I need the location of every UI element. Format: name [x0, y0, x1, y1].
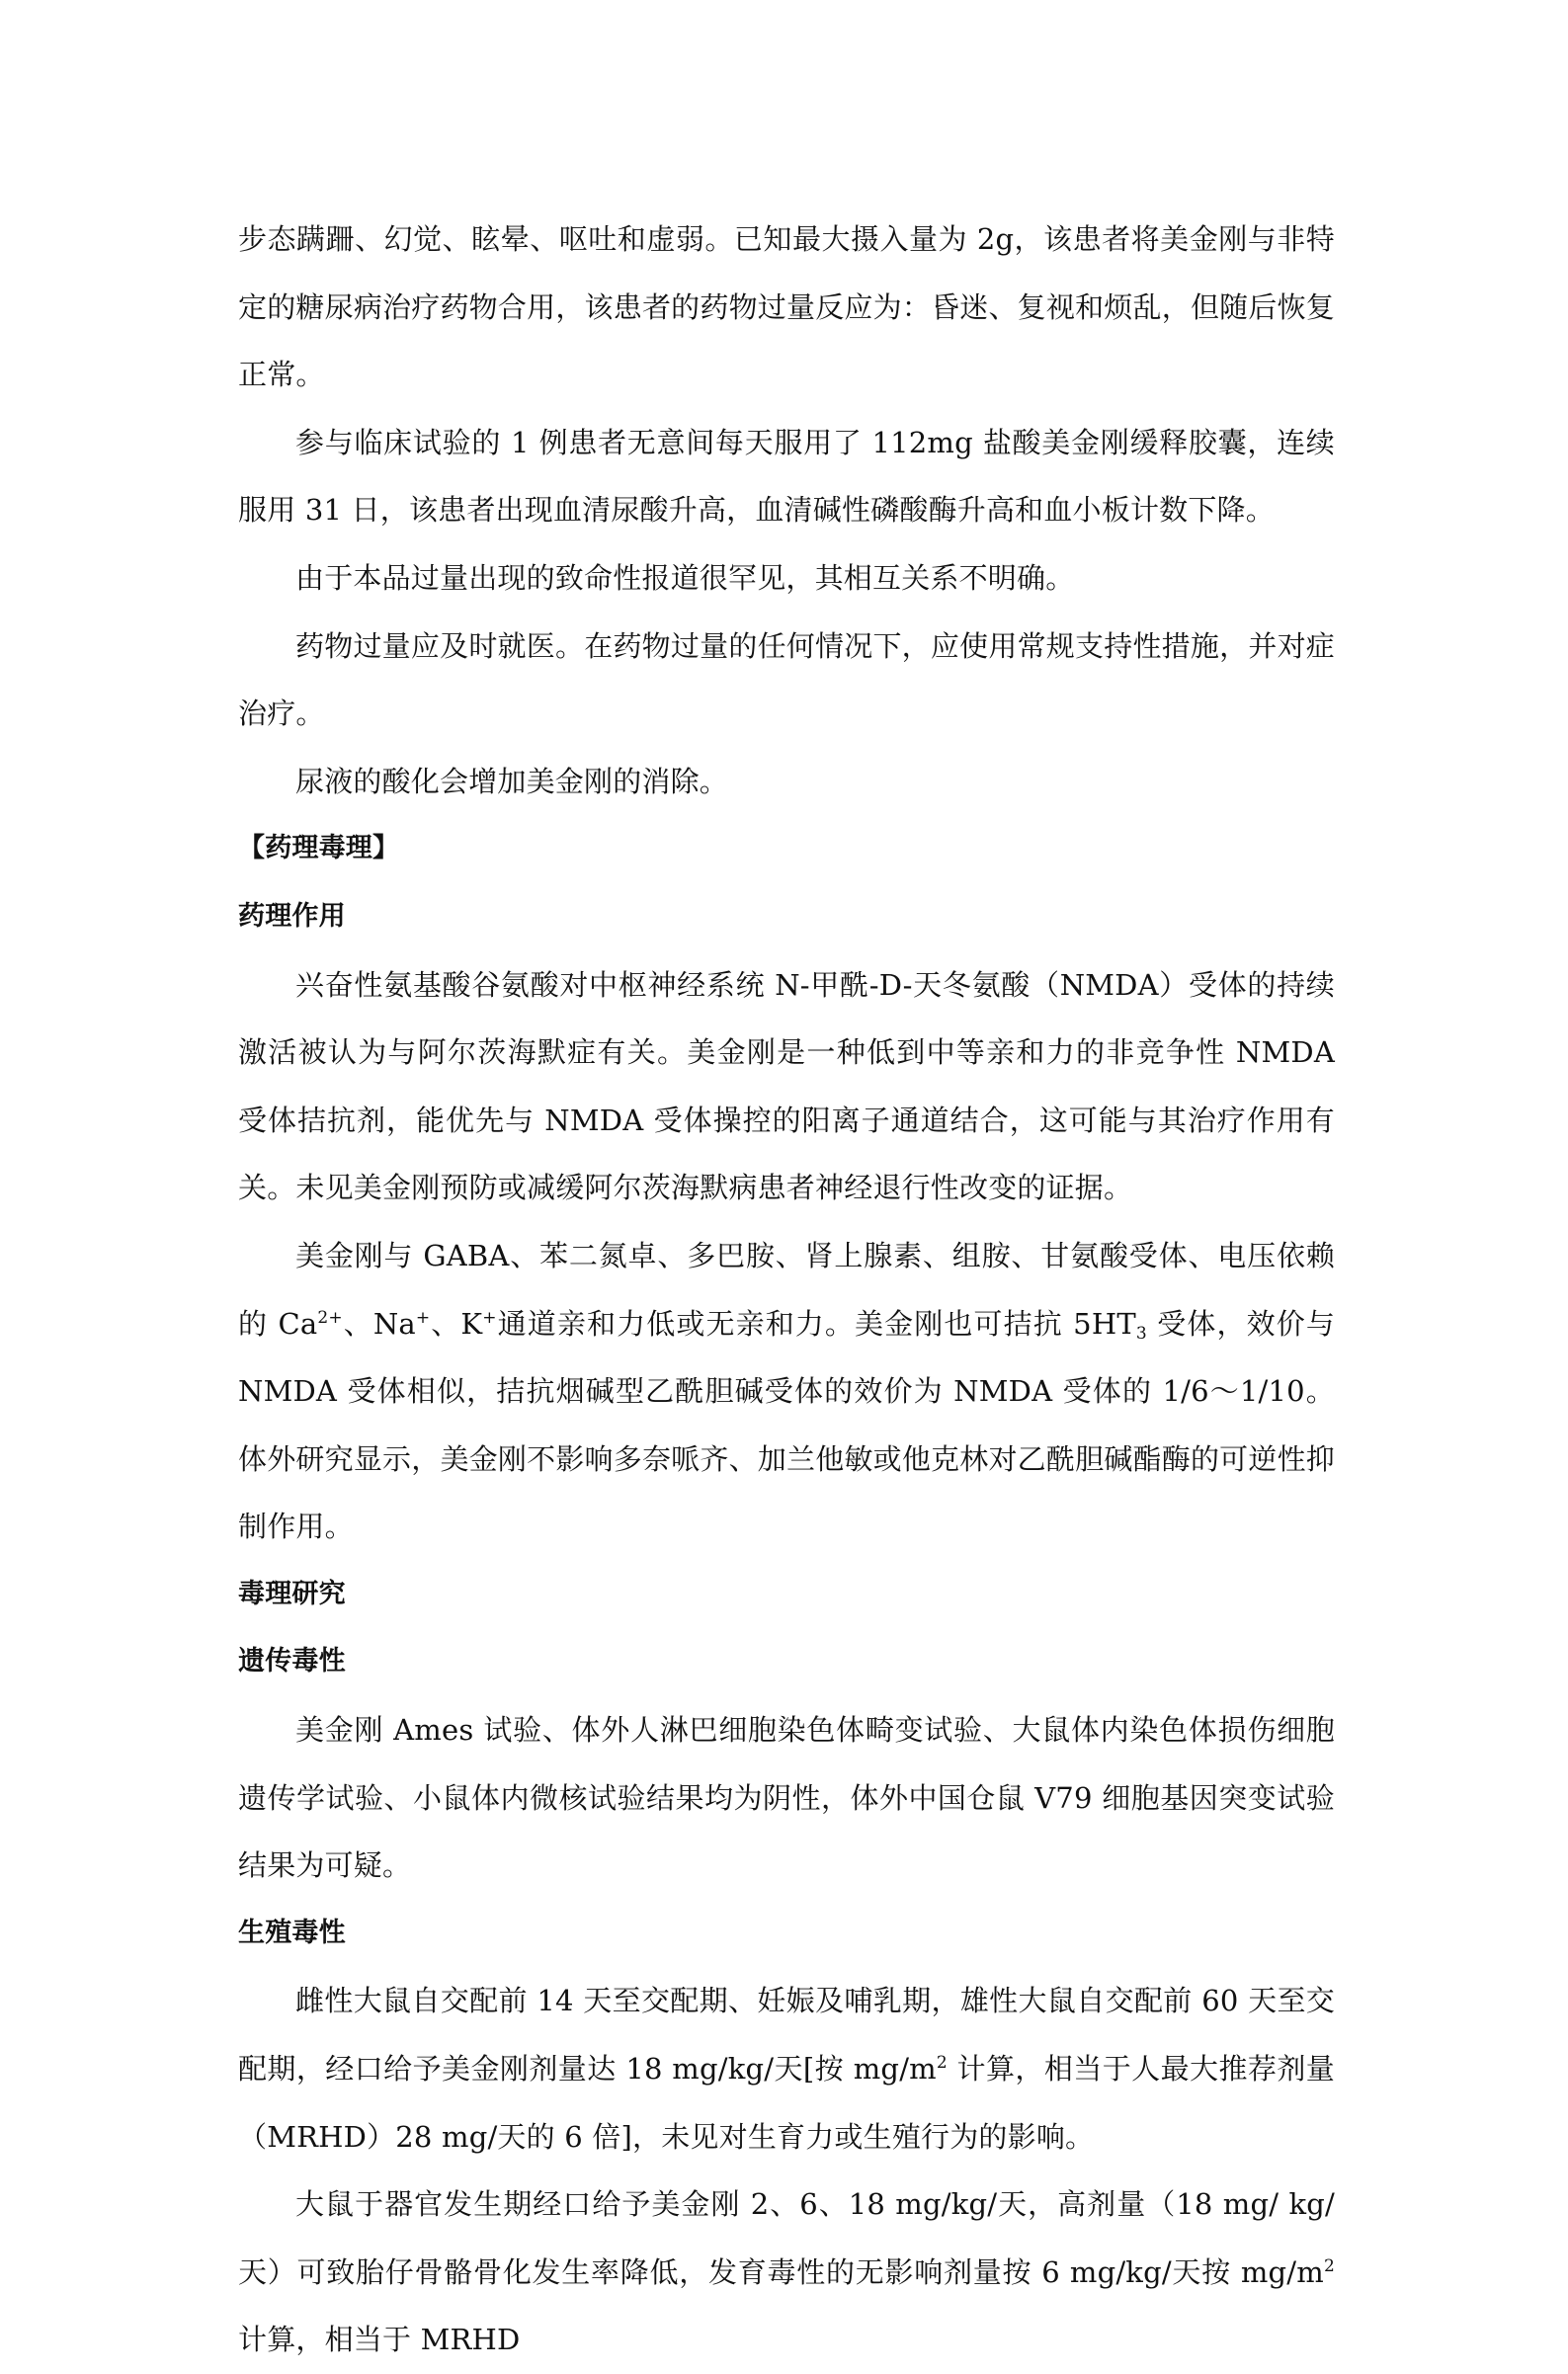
- section-heading: 生殖毒性: [238, 1917, 346, 1948]
- body-paragraph: 药物过量应及时就医。在药物过量的任何情况下，应使用常规支持性措施，并对症治疗。: [238, 628, 1335, 731]
- text-run: 美金刚与 GABA、苯二氮卓、多巴胺、肾上腺素、组胺、甘氨酸受体、电压依赖的 Ca: [238, 1238, 1335, 1341]
- superscript: 2+: [317, 1307, 343, 1328]
- subscript: 3: [1135, 1323, 1147, 1344]
- text-run: 受体，效价与 NMDA 受体相似，拮抗烟碱型乙酰胆碱受体的效价为 NMDA 受体的 1/6～1/10。体外研究显示，美金刚不影响多奈哌齐、加兰他敏或他克林对乙酰胆碱酯酶的可逆性抑制作用。: [238, 1306, 1336, 1544]
- section-heading: 遗传毒性: [238, 1646, 346, 1678]
- body-paragraph: 参与临床试验的 1 例患者无意间每天服用了 112mg 盐酸美金刚缓释胶囊，连续服用 31 日，该患者出现血清尿酸升高，血清碱性磷酸酶升高和血小板计数下降。: [238, 425, 1335, 528]
- section-heading: 【药理毒理】: [238, 833, 400, 864]
- body-paragraph: 由于本品过量出现的致命性报道很罕见，其相互关系不明确。: [295, 560, 1075, 595]
- body-paragraph: [238, 1222, 1335, 1561]
- text-run: 、K: [430, 1306, 483, 1341]
- body-paragraph: [238, 1967, 1335, 2170]
- body-paragraph: 兴奋性氨基酸谷氨酸对中枢神经系统 N-甲酰-D-天冬氨酸（NMDA）受体的持续激活被认为与阿尔茨海默症有关。美金刚是一种低到中等亲和力的非竞争性 NMDA 受体拮抗剂，能优先与 NMDA 受体操控的阳离子通道结合，这可能与其治疗作用有关。未见美金刚预防或减缓阿尔茨海默病患者神经退行性改变的证据。: [238, 967, 1335, 1205]
- body-paragraph: [238, 2170, 1335, 2374]
- text-run: 计算，相当于人最大推荐剂量（MRHD）28 mg/天的 6 倍]，未见对生育力或生殖行为的影响。: [238, 2052, 1335, 2154]
- text-run: 大鼠于器官发生期经口给予美金刚 2、6、18 mg/kg/天，高剂量（18 mg/ kg/天）可致胎仔骨骼骨化发生率降低，发育毒性的无影响剂量按 6 mg/kg/天按 mg/m: [238, 2187, 1335, 2289]
- text-run: 雌性大鼠自交配前 14 天至交配期、妊娠及哺乳期，雄性大鼠自交配前 60 天至交配期，经口给予美金刚剂量达 18 mg/kg/天[按 mg/m: [238, 1984, 1335, 2087]
- body-paragraph: 美金刚 Ames 试验、体外人淋巴细胞染色体畸变试验、大鼠体内染色体损伤细胞遗传学试验、小鼠体内微核试验结果均为阴性，体外中国仓鼠 V79 细胞基因突变试验结果为可疑。: [238, 1713, 1335, 1883]
- superscript: +: [482, 1307, 497, 1328]
- superscript: +: [415, 1307, 431, 1328]
- body-paragraph: 步态蹒跚、幻觉、眩晕、呕吐和虚弱。已知最大摄入量为 2g，该患者将美金刚与非特定的糖尿病治疗药物合用，该患者的药物过量反应为：昏迷、复视和烦乱，但随后恢复正常。: [238, 222, 1335, 392]
- superscript: 2: [1323, 2255, 1335, 2276]
- section-heading: 药理作用: [238, 900, 346, 932]
- text-run: 、Na: [342, 1306, 416, 1341]
- superscript: 2: [936, 2053, 948, 2074]
- text-run: 计算，相当于 MRHD: [238, 2323, 521, 2357]
- text-run: 通道亲和力低或无亲和力。美金刚也可拮抗 5HT: [496, 1306, 1136, 1341]
- section-heading: 毒理研究: [238, 1578, 346, 1609]
- body-paragraph: 尿液的酸化会增加美金刚的消除。: [295, 764, 729, 798]
- document-body: [238, 205, 1335, 2374]
